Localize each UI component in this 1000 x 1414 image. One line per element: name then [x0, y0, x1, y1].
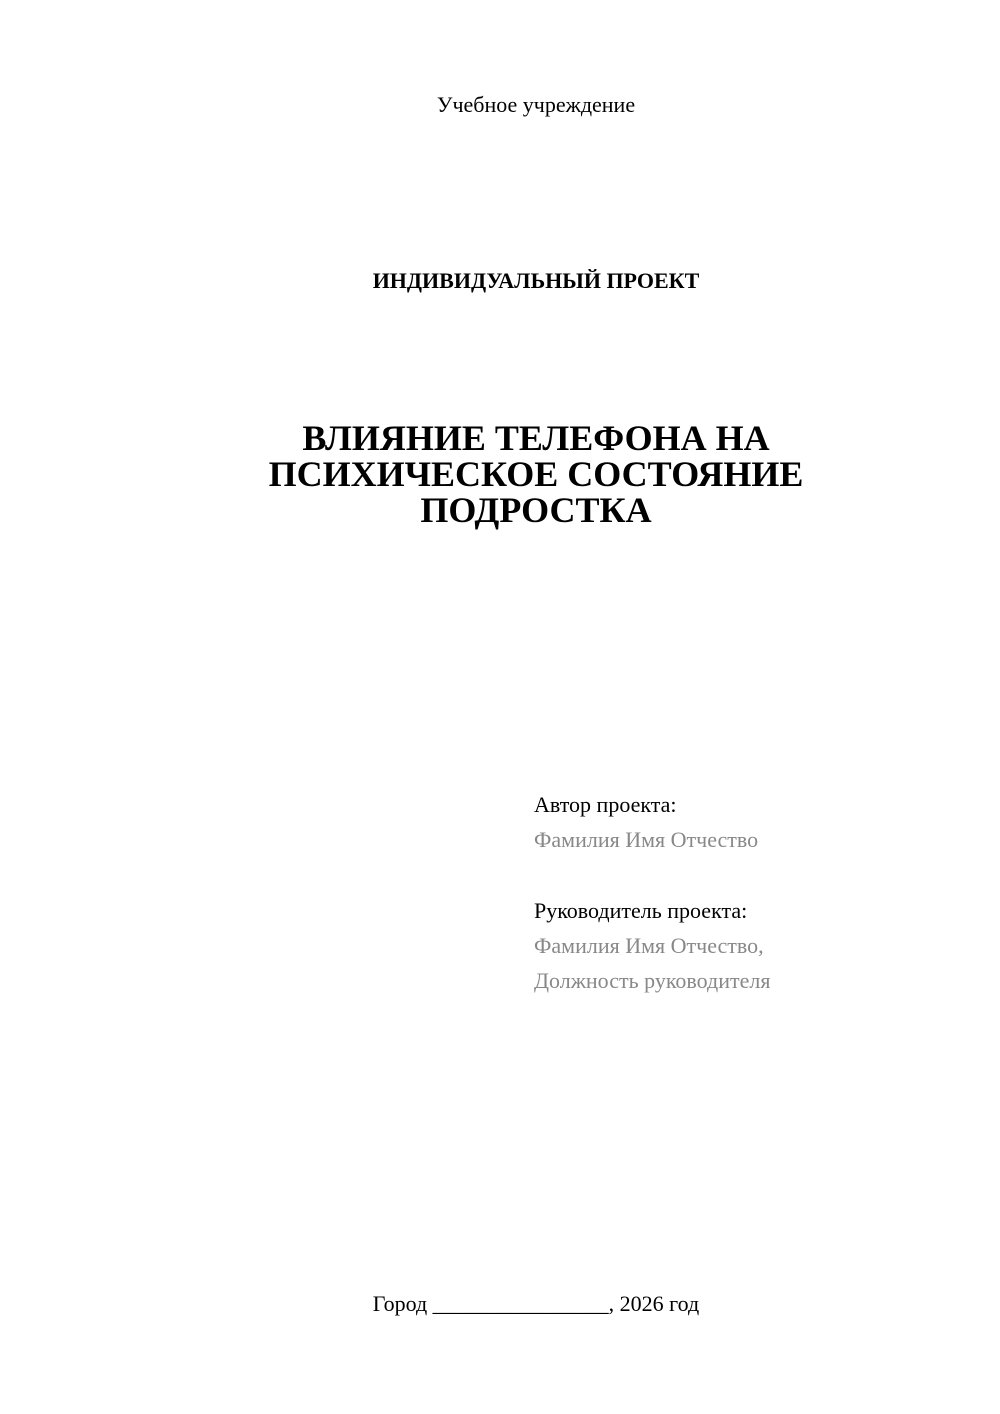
title-line-1: ВЛИЯНИЕ ТЕЛЕФОНА НА: [302, 418, 770, 458]
author-label: Автор проекта:: [534, 792, 677, 817]
info-spacer: [534, 857, 974, 893]
city-year-line: Город ________________, 2026 год: [372, 1291, 700, 1316]
supervisor-position: Должность руководителя: [534, 968, 771, 993]
title-line-3: ПОДРОСТКА: [420, 490, 652, 530]
institution-name: Учебное учреждение: [436, 92, 636, 117]
supervisor-label: Руководитель проекта:: [534, 898, 748, 923]
document-type: ИНДИВИДУАЛЬНЫЙ ПРОЕКТ: [372, 268, 700, 293]
project-info-block: [534, 787, 974, 998]
project-title: [0, 420, 1000, 528]
supervisor-name: Фамилия Имя Отчество,: [534, 933, 764, 958]
author-name: Фамилия Имя Отчество: [534, 827, 759, 852]
title-line-2: ПСИХИЧЕСКОЕ СОСТОЯНИЕ: [268, 454, 804, 494]
